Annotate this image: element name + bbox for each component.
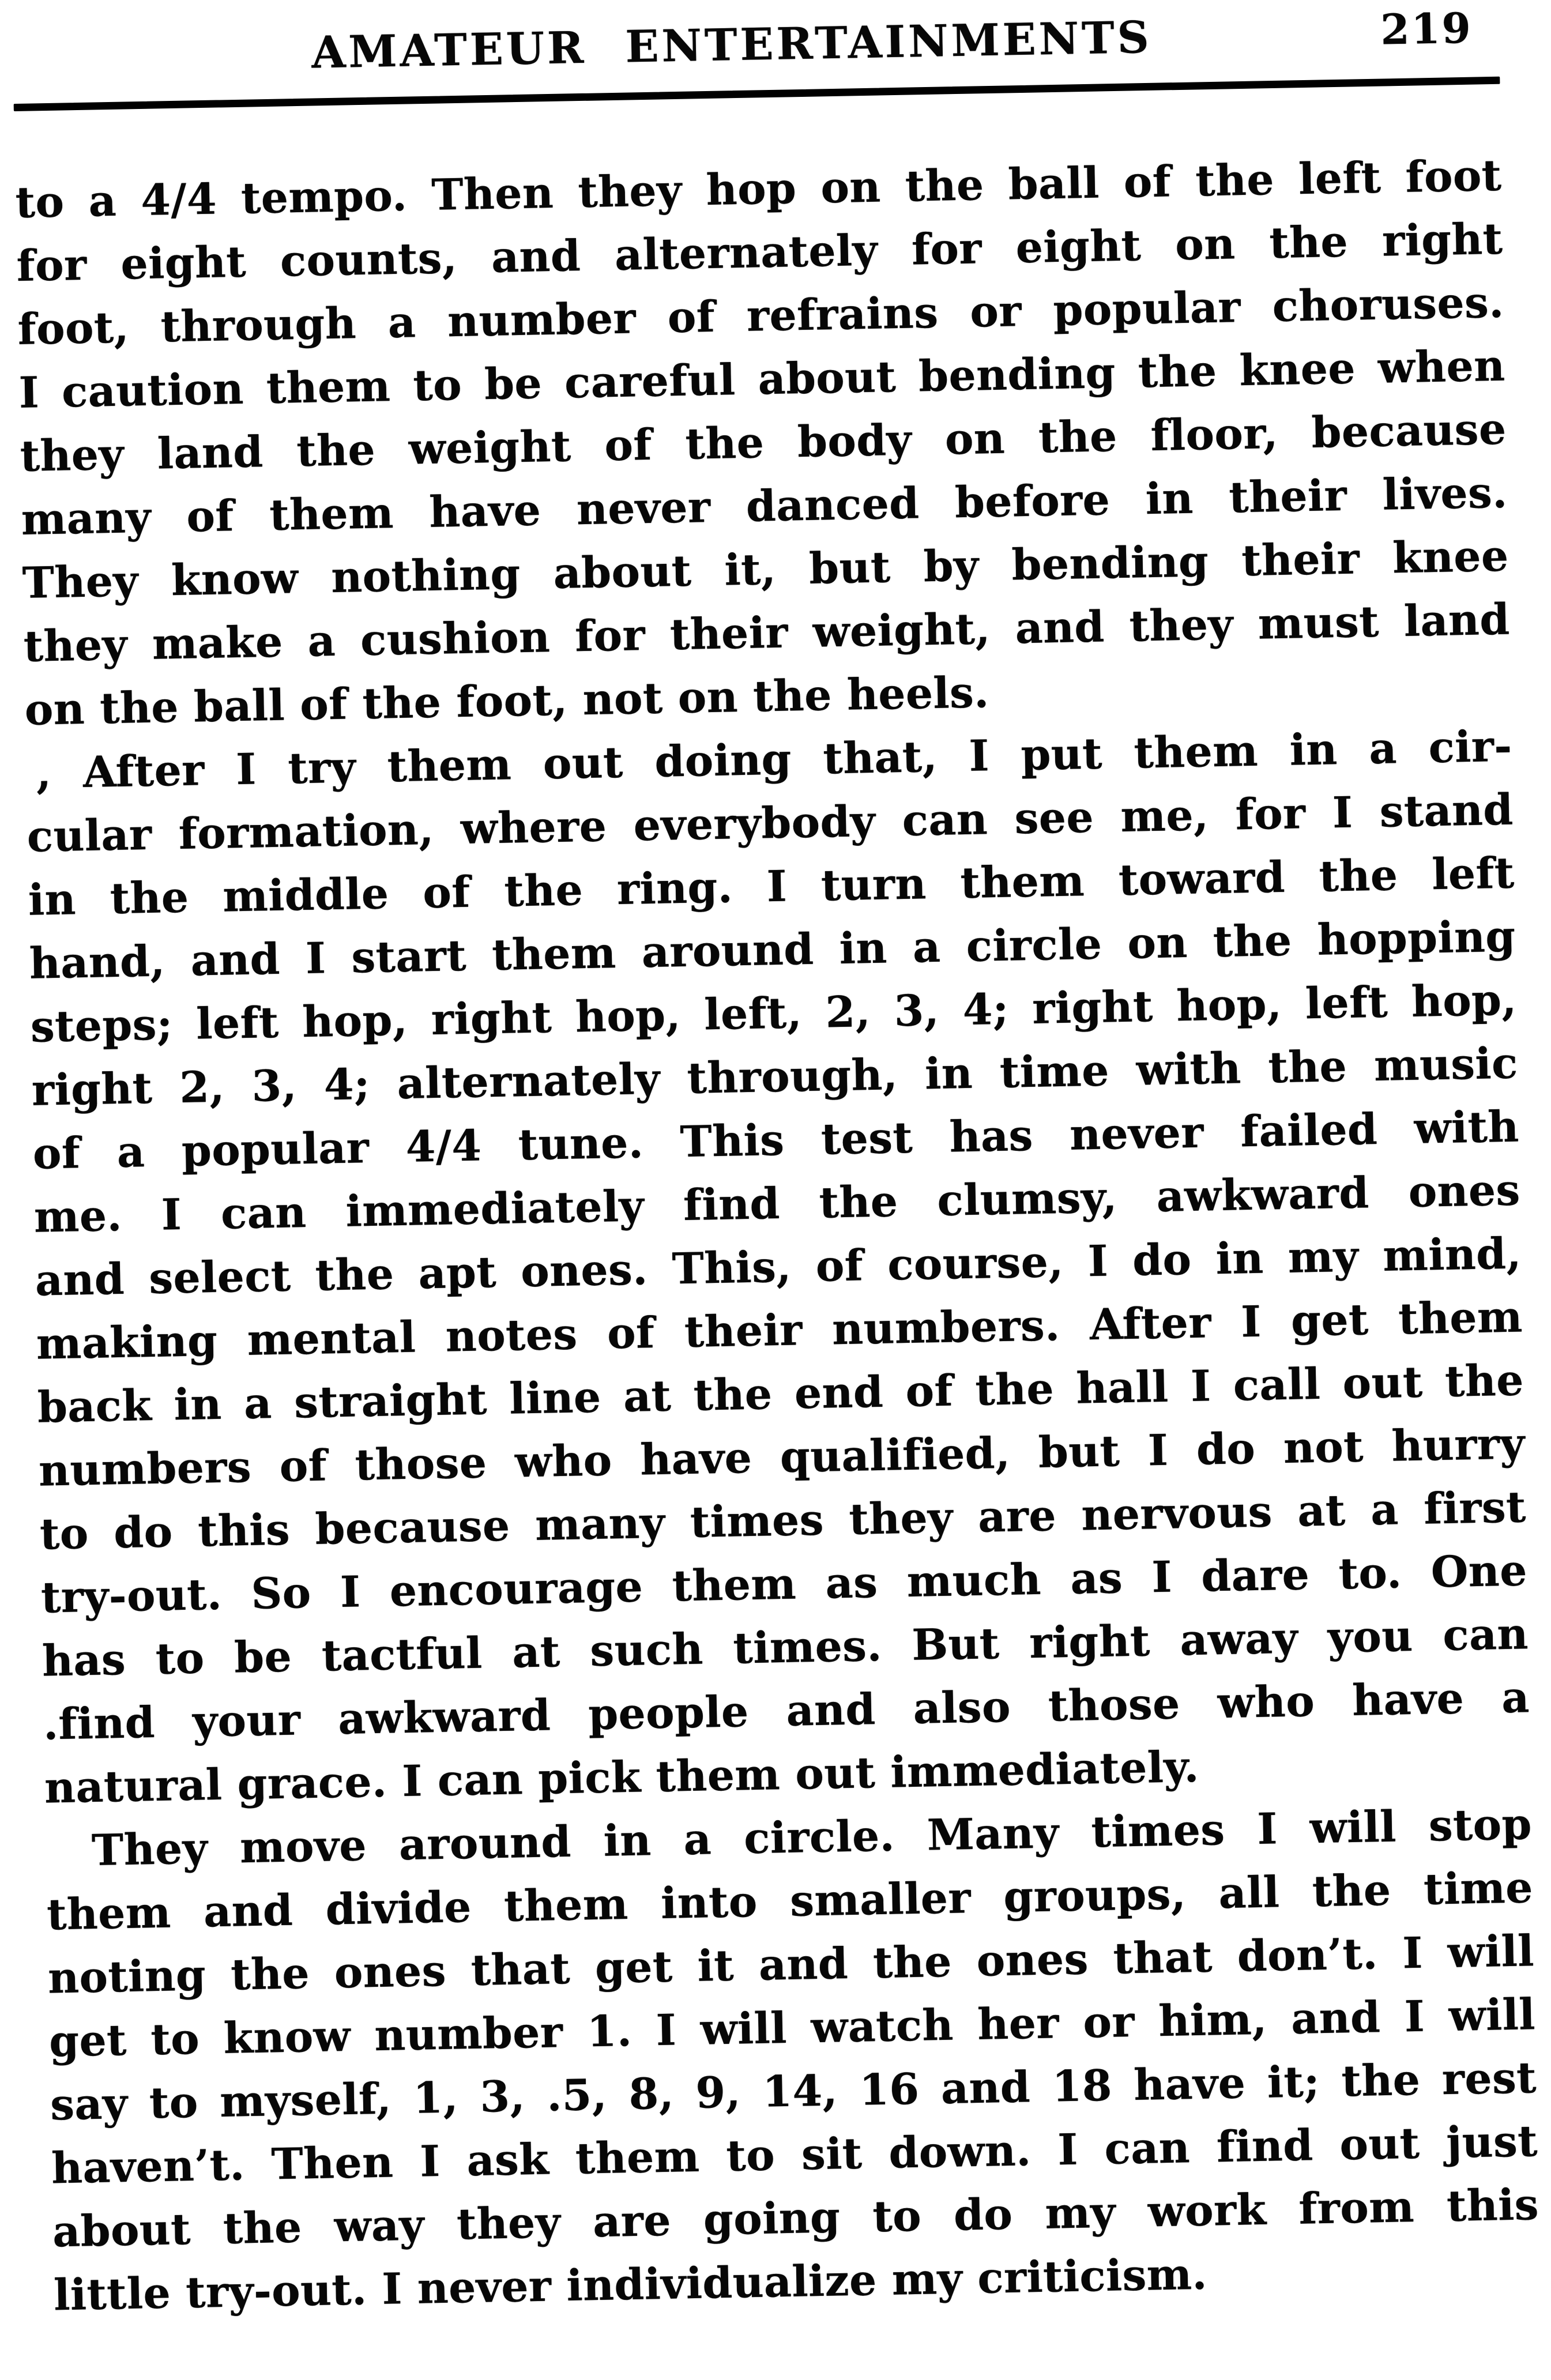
text-line: say to myself, 1, 3, .5, 8, 9, 14, 16 and 18 have it; the rest <box>50 2053 1537 2130</box>
text-line: right 2, 3, 4; alternately through, in time with the music <box>31 1038 1519 1116</box>
text-line: little try-out. I never individualize my criticism. <box>53 2249 1208 2321</box>
text-line: in the middle of the ring. I turn them toward the left <box>28 848 1515 925</box>
text-line: They know nothing about it, but by bending their knee <box>22 531 1509 608</box>
paragraph <box>15 144 1512 742</box>
text-line: and select the apt ones. This, of course, I do in my mind, <box>35 1229 1522 1306</box>
text-line: many of them have never danced before in their lives. <box>21 468 1508 545</box>
text-line: , After I try them out doing that, I put them in a cir- <box>36 721 1513 799</box>
text-line: them and divide them into smaller groups, all the time <box>46 1863 1534 1940</box>
text-line: on the ball of the foot, not on the heels. <box>24 668 990 735</box>
paragraph <box>45 1792 1541 2327</box>
text-line: back in a straight line at the end of the hall I call out the <box>37 1355 1524 1433</box>
text-line: me. I can immediately find the clumsy, awkward ones <box>33 1165 1521 1242</box>
text-line: They move around in a circle. Many times I will stop <box>91 1799 1533 1876</box>
text-line: try-out. So I encourage them as much as I dare to. One <box>40 1546 1528 1623</box>
text-line: natural grace. I can pick them out immediately. <box>44 1742 1200 1813</box>
text-line: they land the weight of the body on the floor, because <box>20 404 1507 481</box>
text-line: of a popular 4/4 tune. This test has never failed with <box>32 1102 1520 1179</box>
text-line: has to be tactful at such times. But right away you can <box>42 1609 1529 1686</box>
text-line: .find your awkward people and also those who have a <box>43 1673 1530 1750</box>
running-head-row <box>12 5 1499 90</box>
running-head <box>12 5 1500 111</box>
text-line: for eight counts, and alternately for eight on the right <box>16 214 1504 291</box>
text-line: cular formation, where everybody can see me, for I stand <box>27 785 1514 862</box>
text-line: about the way they are going to do my work from this <box>52 2180 1539 2257</box>
text-line: get to know number 1. I will watch her or him, and I will <box>48 1990 1536 2067</box>
text-line: hand, and I start them around in a circle on the hopping <box>29 912 1516 989</box>
text-line: noting the ones that get it and the ones that don’t. I will <box>47 1926 1535 2004</box>
text-line: haven’t. Then I ask them to sit down. I can find out just <box>51 2117 1538 2194</box>
text-line: steps; left hop, right hop, left, 2, 3, 4; right hop, left hop, <box>30 975 1518 1052</box>
text-line: I caution them to be careful about bending the knee when <box>18 341 1506 418</box>
text-line: to do this because many times they are nervous at a first <box>39 1482 1527 1560</box>
paragraph <box>25 715 1531 1820</box>
text-line: numbers of those who have qualified, but I do not hurry <box>38 1419 1526 1496</box>
page-number: 219 <box>1380 3 1473 54</box>
text-line: making mental notes of their numbers. After I get them <box>36 1292 1523 1369</box>
text-line: they make a cushion for their weight, and they must land <box>23 594 1511 672</box>
text-line: to a 4/4 tempo. Then they hop on the ball of the left foot <box>15 150 1503 228</box>
body-text <box>15 144 1541 2328</box>
running-head-title: AMATEUR ENTERTAINMENTS <box>311 11 1153 78</box>
text-line: foot, through a number of refrains or popular choruses. <box>17 277 1505 355</box>
